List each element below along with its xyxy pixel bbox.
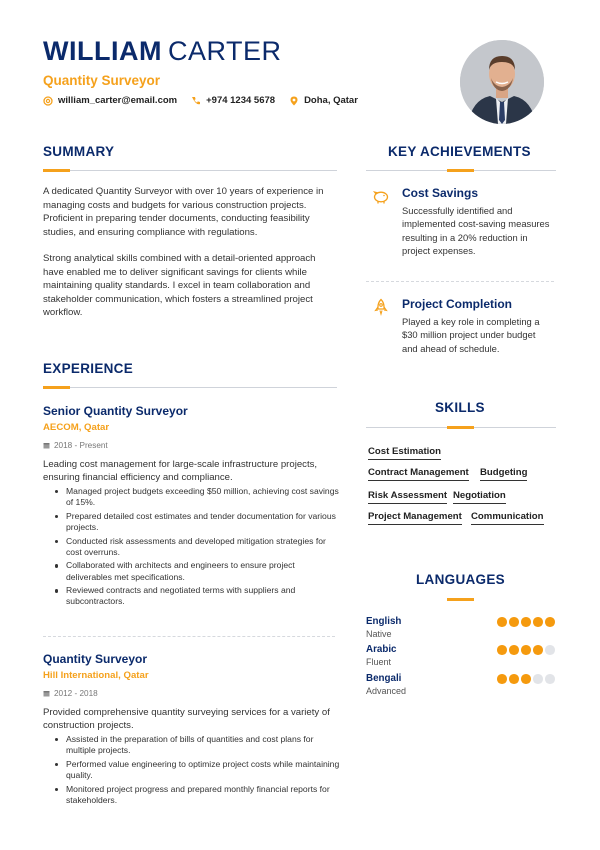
job-2-company: Hill International, Qatar (43, 670, 149, 681)
achievements-accent (447, 169, 474, 172)
rating-dot-filled (533, 617, 543, 627)
rating-dot-filled (521, 674, 531, 684)
job-separator (43, 636, 335, 637)
email-item[interactable] (43, 95, 177, 106)
job-2-dates (43, 689, 98, 698)
portrait-photo (460, 40, 544, 124)
skill-tag: Project Management (368, 511, 462, 525)
job-1-description: Leading cost management for large-scale infrastructure projects, ensuring financial efficiency and compliance. (43, 459, 318, 484)
achievement-1-text: Successfully identified and implemented cost-saving measures resulting in a 20% reduction in project expenses. (402, 205, 550, 257)
language-3-rating (497, 674, 555, 684)
language-1-name: English (366, 616, 402, 627)
calendar-icon (43, 690, 50, 697)
list-item: Collaborated with architects and engineers to ensure project deliverables met specifications. (55, 560, 340, 582)
skill-tag: Negotiation (453, 490, 506, 504)
job-1-role: Senior Quantity Surveyor (43, 404, 188, 418)
job-2-dates-text: 2012 - 2018 (54, 689, 98, 698)
skill-tag: Communication (471, 511, 544, 525)
experience-accent (43, 386, 70, 389)
rating-dot-filled (509, 674, 519, 684)
piggy-bank-icon (372, 187, 390, 205)
location-pin-icon (289, 96, 299, 106)
rating-dot-filled (533, 645, 543, 655)
rating-dot-filled (497, 674, 507, 684)
language-3-level: Advanced (366, 686, 407, 696)
achievement-separator (366, 281, 554, 282)
language-2-rating (497, 645, 555, 655)
summary-paragraph-1: A dedicated Quantity Surveyor with over 10 years of experience in managing costs and budgets for various construction projects. Proficient in preparing tender documents, conducting feasibility studies, and ensuring compliance with regulations. (43, 186, 324, 238)
rating-dot-filled (521, 617, 531, 627)
job-1-bullets (55, 486, 340, 610)
skills-heading: SKILLS (435, 400, 485, 415)
rating-dot-empty (545, 674, 555, 684)
phone-text: +974 1234 5678 (206, 95, 276, 106)
experience-heading: EXPERIENCE (43, 361, 134, 376)
rating-dot-filled (521, 645, 531, 655)
languages-accent (447, 598, 474, 601)
skill-tag: Cost Estimation (368, 446, 441, 460)
achievement-2-title: Project Completion (402, 297, 513, 311)
location-text: Doha, Qatar (304, 95, 358, 106)
skill-tag: Contract Management (368, 467, 469, 481)
list-item: Monitored project progress and prepared monthly financial reports for stakeholders. (55, 784, 340, 806)
summary-paragraph-2: Strong analytical skills combined with a detail-oriented approach have enabled me to deliver significant savings for clients while maintaining quality standards. I excel in team collaboration and stakeholder communication, which fosters a streamlined project workflow. (43, 253, 316, 319)
full-name (43, 36, 282, 67)
summary-divider (43, 170, 337, 171)
list-item: Assisted in the preparation of bills of quantities and cost plans for multiple projects. (55, 734, 340, 756)
language-1-rating (497, 617, 555, 627)
achievement-2-text: Played a key role in completing a $30 million project under budget and ahead of schedule. (402, 316, 540, 354)
skill-tag: Risk Assessment (368, 490, 447, 504)
job-2-bullets (55, 734, 340, 808)
language-2-name: Arabic (366, 644, 397, 655)
list-item: Managed project budgets exceeding $50 million, achieving cost savings of 15%. (55, 486, 340, 508)
summary-heading: SUMMARY (43, 144, 115, 159)
at-icon (43, 96, 53, 106)
rating-dot-filled (497, 645, 507, 655)
rating-dot-filled (509, 645, 519, 655)
skills-accent (447, 426, 474, 429)
language-2-level: Fluent (366, 657, 392, 667)
list-item: Performed value engineering to optimize project costs while maintaining quality. (55, 759, 340, 781)
list-item: Reviewed contracts and negotiated terms with suppliers and subcontractors. (55, 585, 340, 607)
languages-heading: LANGUAGES (416, 572, 505, 587)
avatar (460, 40, 544, 124)
achievements-heading: KEY ACHIEVEMENTS (388, 144, 531, 159)
job-2-role: Quantity Surveyor (43, 652, 148, 666)
list-item: Prepared detailed cost estimates and tender documentation for various projects. (55, 511, 340, 533)
calendar-icon (43, 442, 50, 449)
language-3-name: Bengali (366, 673, 402, 684)
phone-item[interactable] (191, 95, 275, 106)
achievement-1-title: Cost Savings (402, 186, 479, 200)
experience-divider (43, 387, 337, 388)
list-item: Conducted risk assessments and developed mitigation strategies for cost overruns. (55, 536, 340, 558)
language-1-level: Native (366, 629, 392, 639)
rating-dot-empty (545, 645, 555, 655)
rocket-icon (372, 298, 390, 316)
job-1-dates (43, 441, 108, 450)
contact-row (43, 95, 358, 106)
skill-tag: Budgeting (480, 467, 527, 481)
job-2-description: Provided comprehensive quantity surveying services for a variety of construction projects. (43, 707, 330, 732)
location-item (289, 95, 358, 106)
rating-dot-empty (533, 674, 543, 684)
rating-dot-filled (545, 617, 555, 627)
rating-dot-filled (509, 617, 519, 627)
job-1-company: AECOM, Qatar (43, 422, 110, 433)
job-title: Quantity Surveyor (43, 73, 161, 88)
phone-icon (191, 96, 201, 106)
job-1-dates-text: 2018 - Present (54, 441, 108, 450)
last-name: CARTER (167, 36, 282, 66)
rating-dot-filled (497, 617, 507, 627)
summary-accent (43, 169, 70, 172)
first-name: WILLIAM (43, 36, 162, 66)
email-text: william_carter@email.com (58, 95, 178, 106)
